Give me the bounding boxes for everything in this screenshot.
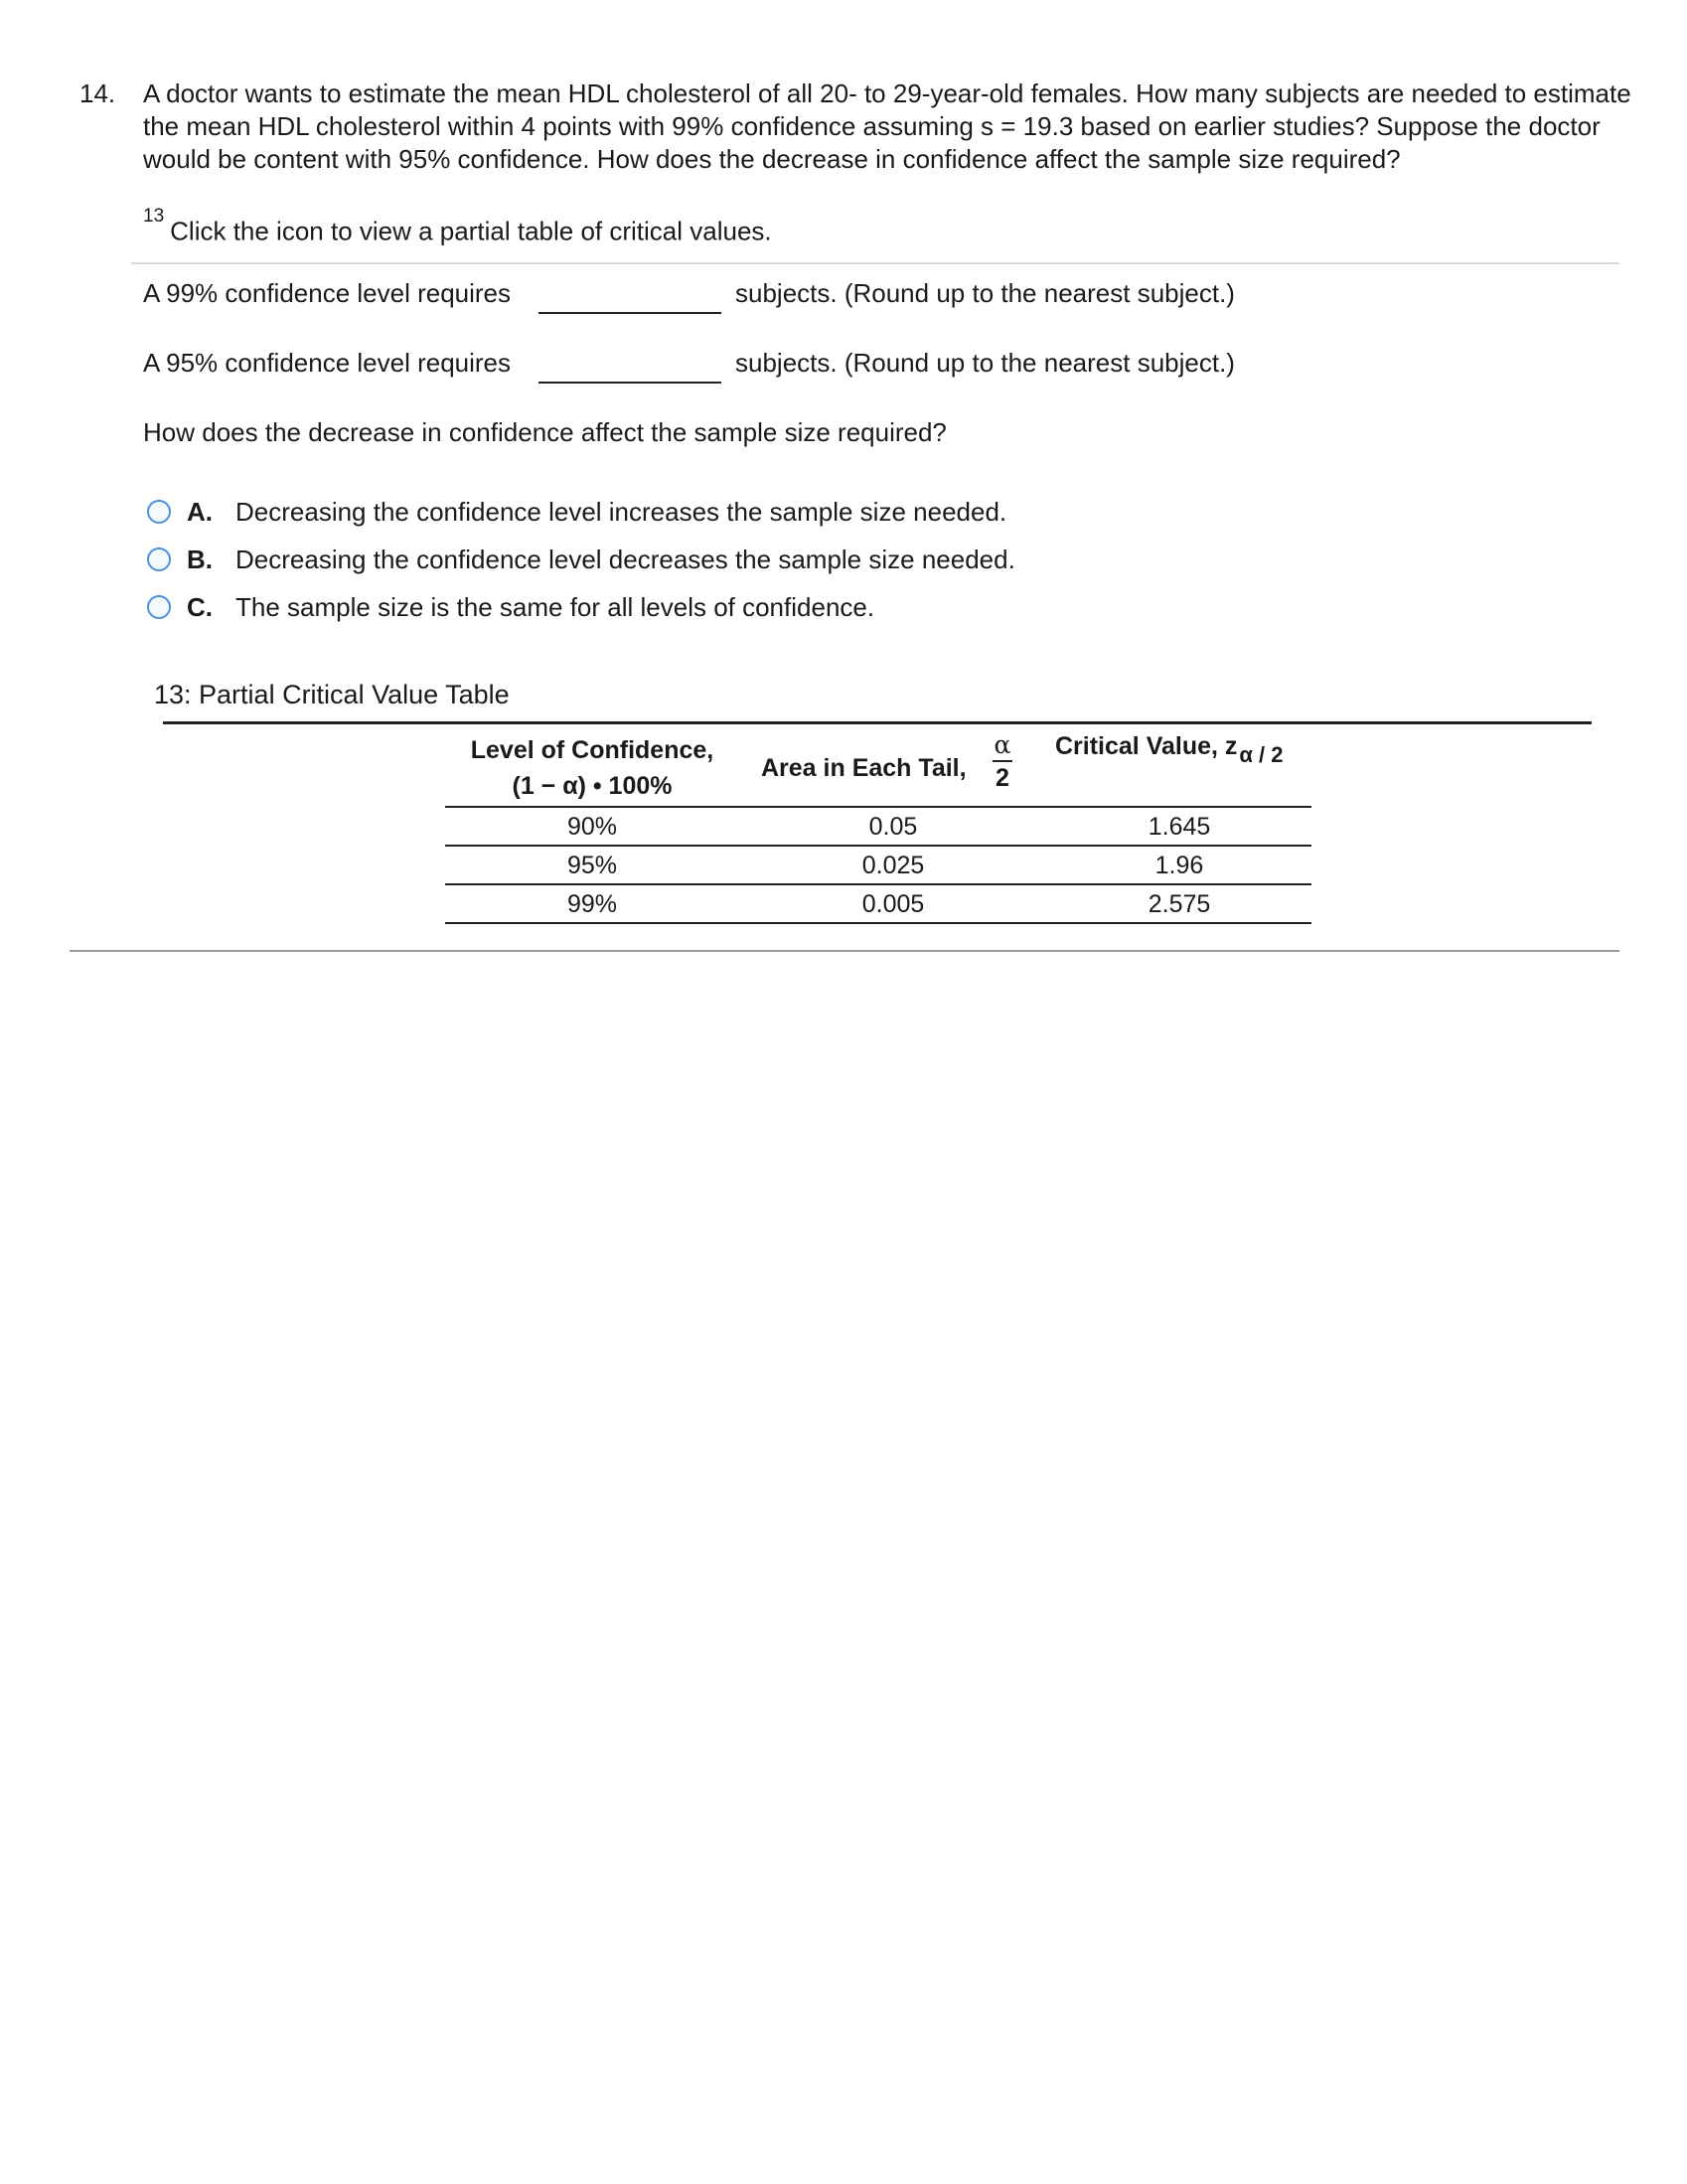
option-letter: C. (187, 592, 213, 622)
answer-suffix-95: subjects. (Round up to the nearest subject.) (735, 348, 1235, 378)
radio-button-b[interactable] (147, 547, 171, 571)
header-tail-fraction (990, 730, 1015, 792)
header-critical-label: Critical Value, z (1055, 732, 1238, 760)
table-row (445, 847, 1311, 885)
header-tail-label: Area in Each Tail, (761, 754, 967, 782)
table-row (445, 885, 1311, 924)
header-confidence-line2: (1 − α) • 100% (512, 772, 673, 800)
cell-tail: 0.025 (861, 852, 925, 879)
header-critical (1055, 732, 1284, 767)
cell-critical: 1.645 (1148, 813, 1211, 841)
table-row (445, 808, 1311, 847)
option-text: Decreasing the confidence level decreases the sample size needed. (235, 545, 1015, 574)
cell-confidence: 90% (566, 813, 618, 841)
option-text: The sample size is the same for all levels of confidence. (235, 592, 875, 622)
footnote-link[interactable] (143, 206, 772, 248)
fraction-denominator: 2 (996, 764, 1009, 792)
table-header-row (445, 728, 1311, 808)
page-bottom-divider (70, 950, 1619, 952)
option-letter: A. (187, 497, 213, 527)
choice-prompt: How does the decrease in confidence affect the sample size required? (143, 417, 947, 447)
cell-critical: 1.96 (1154, 852, 1204, 879)
footnote-marker[interactable]: 13 (143, 206, 165, 227)
fraction-numerator: α (994, 730, 1011, 759)
answer-label-99: A 99% confidence level requires (143, 278, 512, 308)
header-confidence-line1: Level of Confidence, (470, 736, 714, 764)
table-title: 13: Partial Critical Value Table (154, 680, 510, 709)
option-text: Decreasing the confidence level increases the sample size needed. (235, 497, 1007, 527)
cell-confidence: 95% (566, 852, 618, 879)
radio-button-a[interactable] (147, 500, 171, 524)
cell-tail: 0.05 (868, 813, 918, 841)
cell-tail: 0.005 (861, 890, 925, 918)
header-critical-subscript: α / 2 (1239, 742, 1284, 767)
question-number: 14. (79, 78, 116, 108)
answer-input-99[interactable] (538, 284, 721, 314)
question-text: A doctor wants to estimate the mean HDL cholesterol of all 20- to 29-year-old females. How many subjects are needed to estimate the mean HDL cholesterol within 4 points with 99% confidence assuming s = 19.3 based on earlier studies? Suppose the doctor would be content with 95% confidence. How does the decrease in confidence affect the sample size required? (143, 78, 1631, 174)
option-letter: B. (187, 545, 213, 574)
cell-critical: 2.575 (1148, 890, 1211, 918)
header-confidence (445, 732, 739, 804)
footnote-text: Click the icon to view a partial table of critical values. (170, 216, 772, 246)
table-title-rule (163, 721, 1592, 724)
answer-label-95: A 95% confidence level requires (143, 348, 512, 378)
answer-input-95[interactable] (538, 354, 721, 384)
section-divider (131, 262, 1619, 264)
radio-button-c[interactable] (147, 595, 171, 619)
answer-suffix-99: subjects. (Round up to the nearest subject.) (735, 278, 1235, 308)
cell-confidence: 99% (566, 890, 618, 918)
